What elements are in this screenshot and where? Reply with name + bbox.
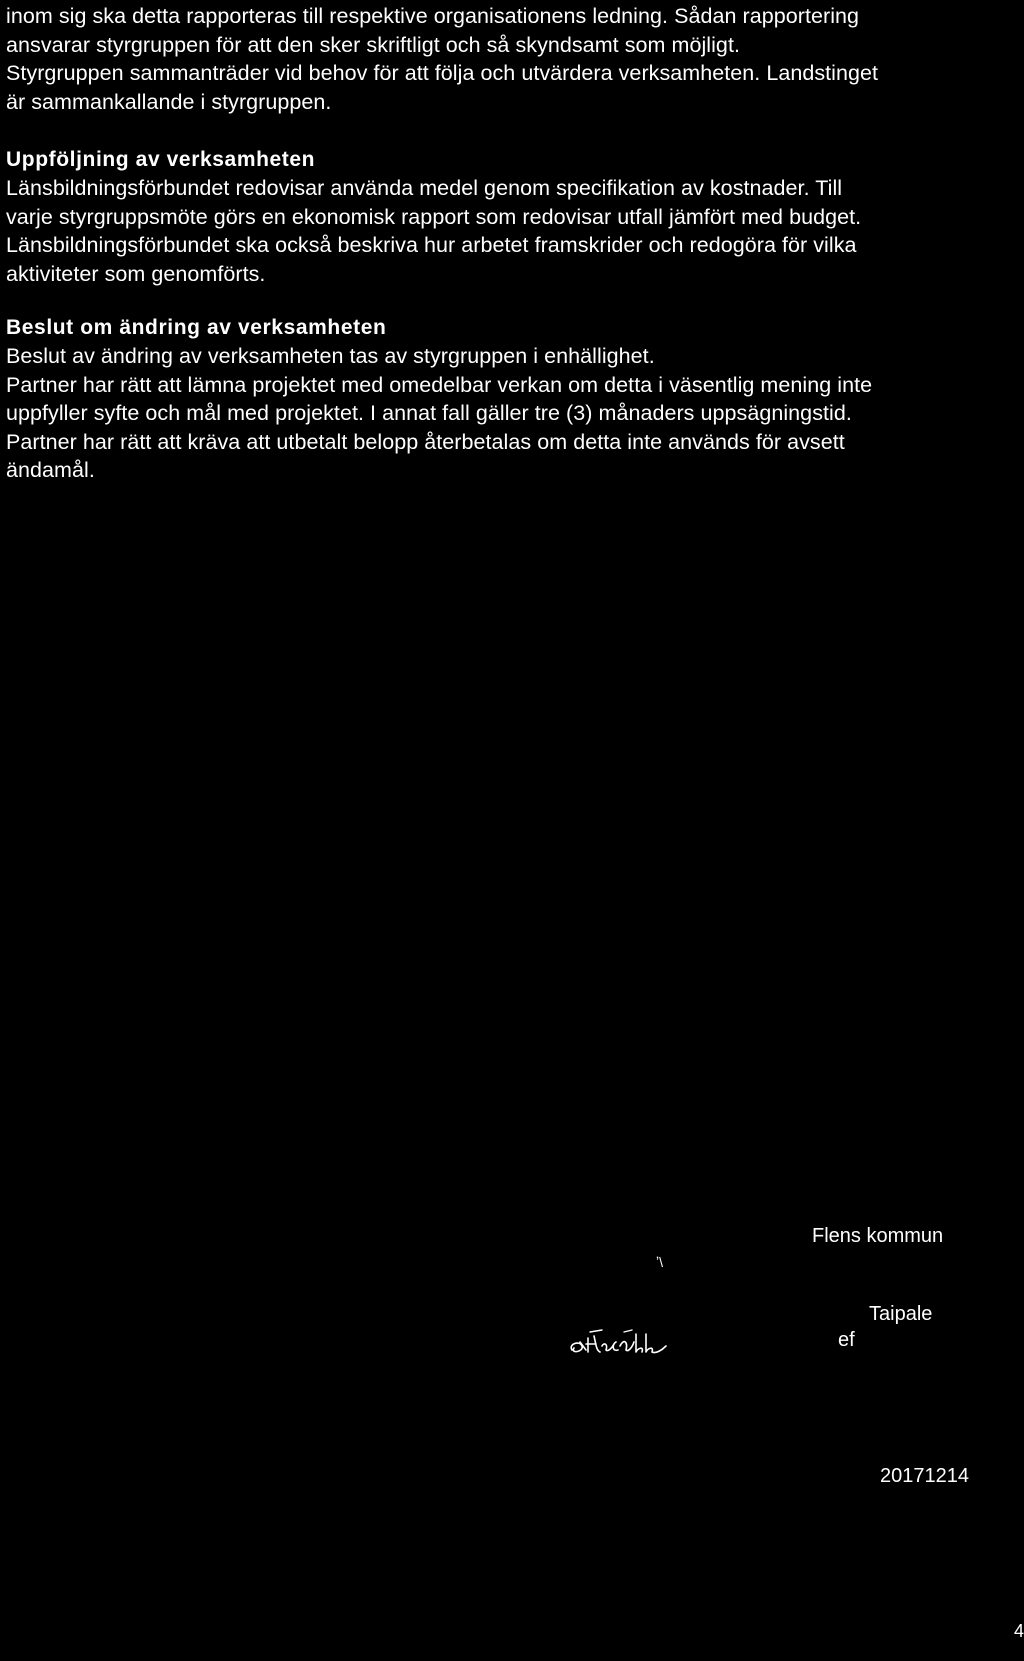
followup-line: aktiviteter som genomförts. — [6, 261, 266, 286]
followup-line: Länsbildningsförbundet redovisar använda medel genom specifikation av kostnader. Till — [6, 176, 843, 200]
organization-name: Flens kommun — [812, 1225, 944, 1247]
intro-line: inom sig ska detta rapporteras till respektive organisationens ledning. Sådan rapportering — [6, 4, 860, 28]
signer-title-fragment: ef — [838, 1329, 855, 1351]
followup-line: Länsbildningsförbundet ska också beskriva hur arbetet framskrider och redogöra för vilka — [6, 233, 857, 257]
followup-line: varje styrgruppsmöte görs en ekonomisk rapport som redovisar utfall jämfört med budget. — [6, 204, 862, 229]
change-line: Partner har rätt att kräva att utbetalt belopp återbetalas om detta inte används för avsett — [6, 429, 845, 454]
change-line: Partner har rätt att lämna projektet med omedelbar verkan om detta i väsentlig mening inte — [6, 372, 873, 397]
intro-line: är sammankallande i styrgruppen. — [6, 89, 332, 114]
intro-paragraph — [6, 2, 1011, 116]
followup-paragraph — [6, 174, 1011, 288]
change-line: Beslut av ändring av verksamheten tas av styrgruppen i enhällighet. — [6, 344, 655, 368]
change-line: uppfyller syfte och mål med projektet. I annat fall gäller tre (3) månaders uppsägningstid. — [6, 401, 852, 425]
intro-line: Styrgruppen sammanträder vid behov för att följa och utvärdera verksamheten. Landstinget — [6, 61, 879, 85]
intro-line: ansvarar styrgruppen för att den sker skriftligt och så skyndsamt som möjligt. — [6, 32, 740, 57]
signer-name: Taipale — [869, 1303, 933, 1325]
change-line: ändamål. — [6, 458, 95, 482]
page-number: 4 — [1013, 1621, 1024, 1641]
stray-mark: ʼ\ — [656, 1254, 663, 1270]
handwritten-signature — [566, 1320, 706, 1360]
section-heading-change: Beslut om ändring av verksamheten — [6, 316, 387, 339]
signature-date: 20171214 — [880, 1465, 969, 1487]
change-paragraph — [6, 342, 1011, 485]
section-heading-followup: Uppföljning av verksamheten — [6, 148, 316, 171]
